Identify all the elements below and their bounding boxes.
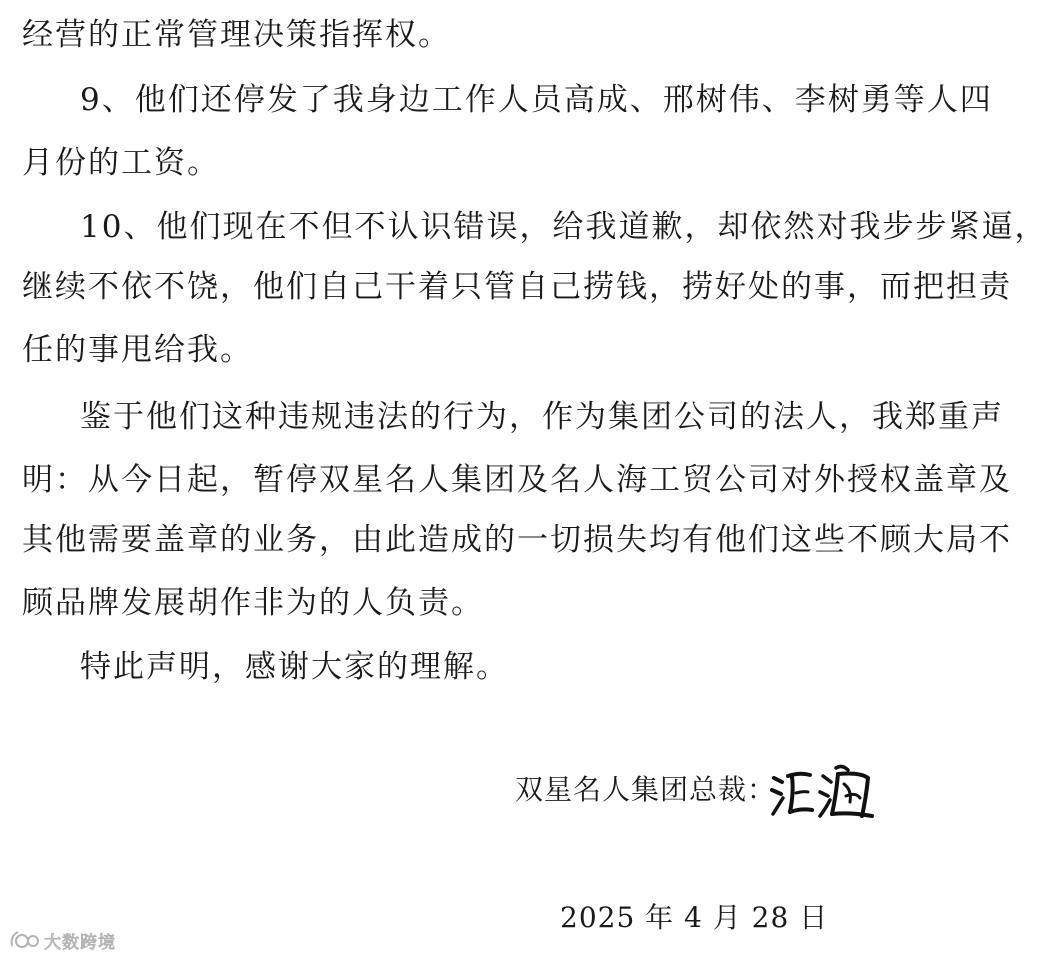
text-line-2: 9、他们还停发了我身边工作人员高成、邢树伟、李树勇等人四 [80,82,993,118]
watermark-text: 大数跨境 [44,932,116,953]
text-line-4: 10、他们现在不但不认识错误，给我道歉，却依然对我步步紧逼， [80,209,1047,245]
handwritten-signature [768,756,878,826]
text-line-3: 月份的工资。 [22,145,220,181]
watermark-logo-icon [8,928,40,952]
text-line-8: 明：从今日起，暂停双星名人集团及名人海工贸公司对外授权盖章及 [22,462,1012,498]
text-line-5: 继续不依不饶，他们自己干着只管自己捞钱，捞好处的事，而把担责 [22,269,1012,305]
text-line-10: 顾品牌发展胡作非为的人负责。 [22,585,484,621]
text-line-1: 经营的正常管理决策指挥权。 [22,17,451,53]
text-line-9: 其他需要盖章的业务，由此造成的一切损失均有他们这些不顾大局不 [22,522,1012,558]
text-line-6: 任的事甩给我。 [22,332,253,368]
signer-title: 双星名人集团总裁： [515,773,777,806]
text-line-11: 特此声明，感谢大家的理解。 [80,649,509,685]
text-line-7: 鉴于他们这种违规违法的行为，作为集团公司的法人，我郑重声 [80,399,1004,435]
statement-date: 2025 年 4 月 28 日 [560,901,829,934]
watermark [8,926,116,954]
